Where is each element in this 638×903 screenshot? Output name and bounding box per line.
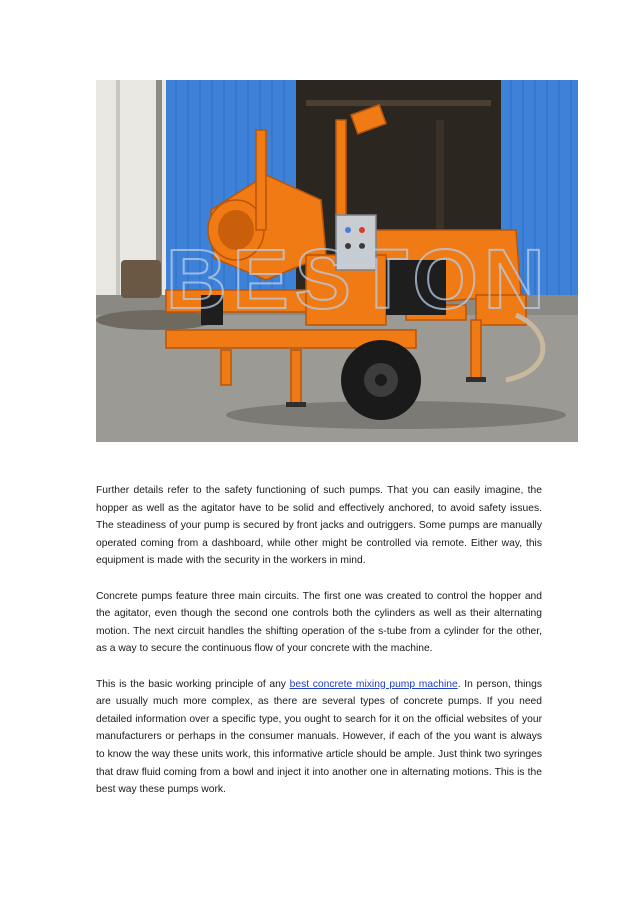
paragraph-safety: Further details refer to the safety functioning of such pumps. That you can easily imagine, the hopper as well as the agitator have to be solid and effectively anchored, to avoid safety issues. The steadiness of your pump is secured by front jacks and outriggers. Some pumps are manually operated coming from a dashboard, while other might be controlled via remote. Either way, this equipment is made with the security in the workers in mind. [96, 485, 542, 567]
watermark-text: BESTON [166, 232, 551, 326]
paragraph-circuits: Concrete pumps feature three main circuits. The first one was created to control the hopper and the agitator, even though the second one controls both the cylinders as well as their alternating motion. The next circuit handles the shifting operation of the s-tube from a cylinder for the other, as a way to secure the continuous flow of your concrete with the machine. [96, 590, 542, 655]
article-body [96, 482, 542, 816]
concrete-mixing-pump-link[interactable]: best concrete mixing pump machine [289, 678, 458, 690]
paragraph-text-start: This is the basic working principle of any [96, 678, 290, 690]
paragraph-text-end: . In person, things are usually much more complex, as there are several types of concrete pumps. If you need detailed information over a specific type, you ought to search for it on the official websites of your manufacturers or perhaps in the consumer manuals. However, if each of the you want is always to know the way these units work, this informative article should be ample. Just think two syringes that draw fluid coming from a bowl and inject it into another one in alternating motions. This is the best way these pumps work. [96, 678, 542, 796]
paragraph-working-principle [96, 676, 542, 799]
concrete-mixer-pump-image [96, 80, 578, 442]
machine-photo [96, 80, 578, 442]
